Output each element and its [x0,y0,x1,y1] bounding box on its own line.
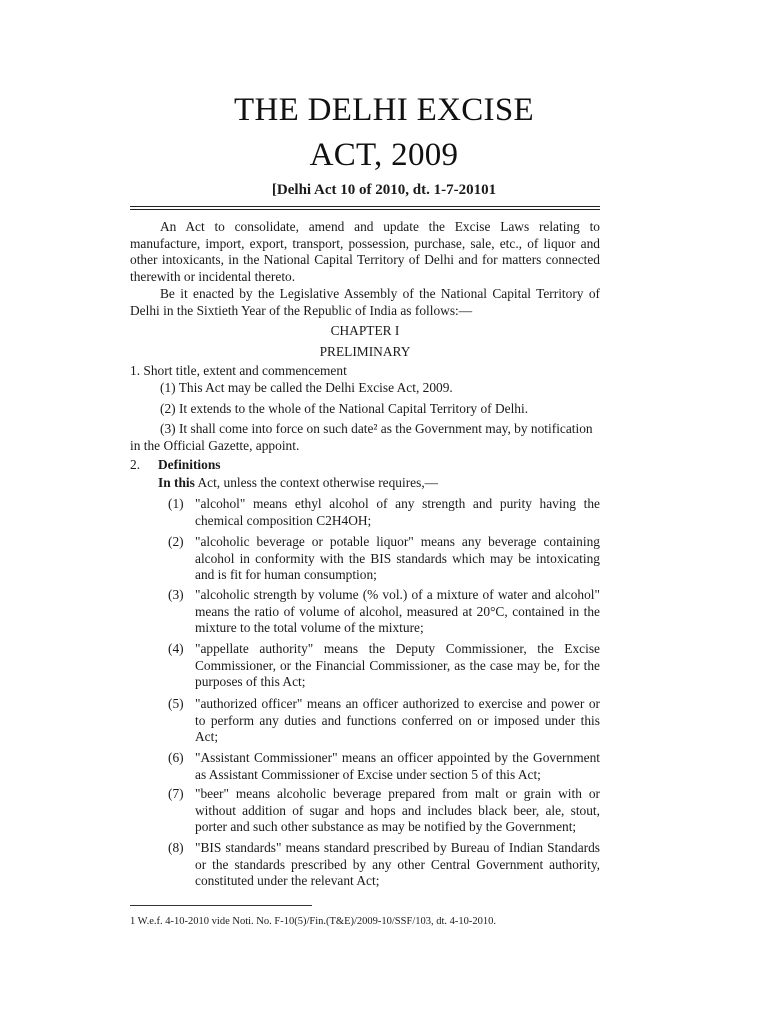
definition-text: "alcoholic beverage or potable liquor" means any beverage containing alcohol in conformity with the BIS standards which may be intoxicating and is fit for human consumption; [195,534,600,583]
definition-number: (5) [168,696,184,711]
act-reference: [Delhi Act 10 of 2010, dt. 1-7-20101 [271,182,497,198]
definition-text: "appellate authority" means the Deputy Commissioner, the Excise Commissioner, or the Financial Commissioner, as the case may be, for the purposes of this Act; [195,641,600,690]
section1-heading: 1. Short title, extent and commencement [130,363,347,378]
definition-number: (3) [168,587,184,602]
definition-number: (7) [168,786,184,801]
definition-number: (1) [168,496,184,511]
section2-heading: Definitions [158,457,221,472]
definition-number: (2) [168,534,184,549]
section1-sub3-line2: in the Official Gazette, appoint. [130,438,300,453]
section1-sub2: (2) It extends to the whole of the National Capital Territory of Delhi. [160,401,529,416]
document-title-line2: ACT, 2009 [309,137,459,173]
definition-number: (6) [168,750,184,765]
top-rule [130,206,600,207]
top-rule-double [130,209,600,210]
definition-text: "Assistant Commissioner" means an officer appointed by the Government as Assistant Commissioner of Excise under section 5 of this Act; [195,750,600,782]
section2-intro-rest: Act, unless the context otherwise requires,— [194,475,439,490]
document-title-line1: THE DELHI EXCISE [234,92,534,128]
chapter-title: PRELIMINARY [319,344,411,359]
section2-intro [158,475,438,492]
definition-number: (8) [168,840,184,855]
section2-intro-bold: In this [158,475,195,490]
definition-number: (4) [168,641,184,656]
enactment-paragraph: Be it enacted by the Legislative Assembly of the National Capital Territory of Delhi in the Sixtieth Year of the Republic of India as follows:— [130,286,600,318]
footnote-separator [130,905,312,906]
preamble-paragraph: An Act to consolidate, amend and update the Excise Laws relating to manufacture, import, export, transport, possession, purchase, sale, etc., of liquor and other intoxicants, in the National Capital Territory of Delhi and for matters connected therewith or incidental thereto. [130,219,600,284]
section1-sub1: (1) This Act may be called the Delhi Excise Act, 2009. [160,380,453,395]
chapter-heading: CHAPTER I [330,323,400,338]
section2-number: 2. [130,457,141,472]
definition-text: "BIS standards" means standard prescribed by Bureau of Indian Standards or the standards prescribed by any other Central Government authority, constituted under the relevant Act; [195,840,600,889]
definition-text: "beer" means alcoholic beverage prepared from malt or grain with or without addition of sugar and hops and includes black beer, ale, stout, porter and such other substance as may be notified by the Government; [195,786,600,835]
definition-text: "alcoholic strength by volume (% vol.) of a mixture of water and alcohol" means the ratio of volume of alcohol, measured at 20°C, contained in the mixture to the total volume of the mixture; [195,587,600,636]
definition-text: "authorized officer" means an officer authorized to exercise and power or to perform any duties and functions conferred on or imposed under this Act; [195,696,600,745]
footnote: 1 W.e.f. 4-10-2010 vide Noti. No. F-10(5)/Fin.(T&E)/2009-10/SSF/103, dt. 4-10-2010. [130,916,497,927]
definition-text: "alcohol" means ethyl alcohol of any strength and purity having the chemical composition C2H4OH; [195,496,600,528]
section1-sub3-line1: (3) It shall come into force on such date² as the Government may, by notification [160,421,593,436]
